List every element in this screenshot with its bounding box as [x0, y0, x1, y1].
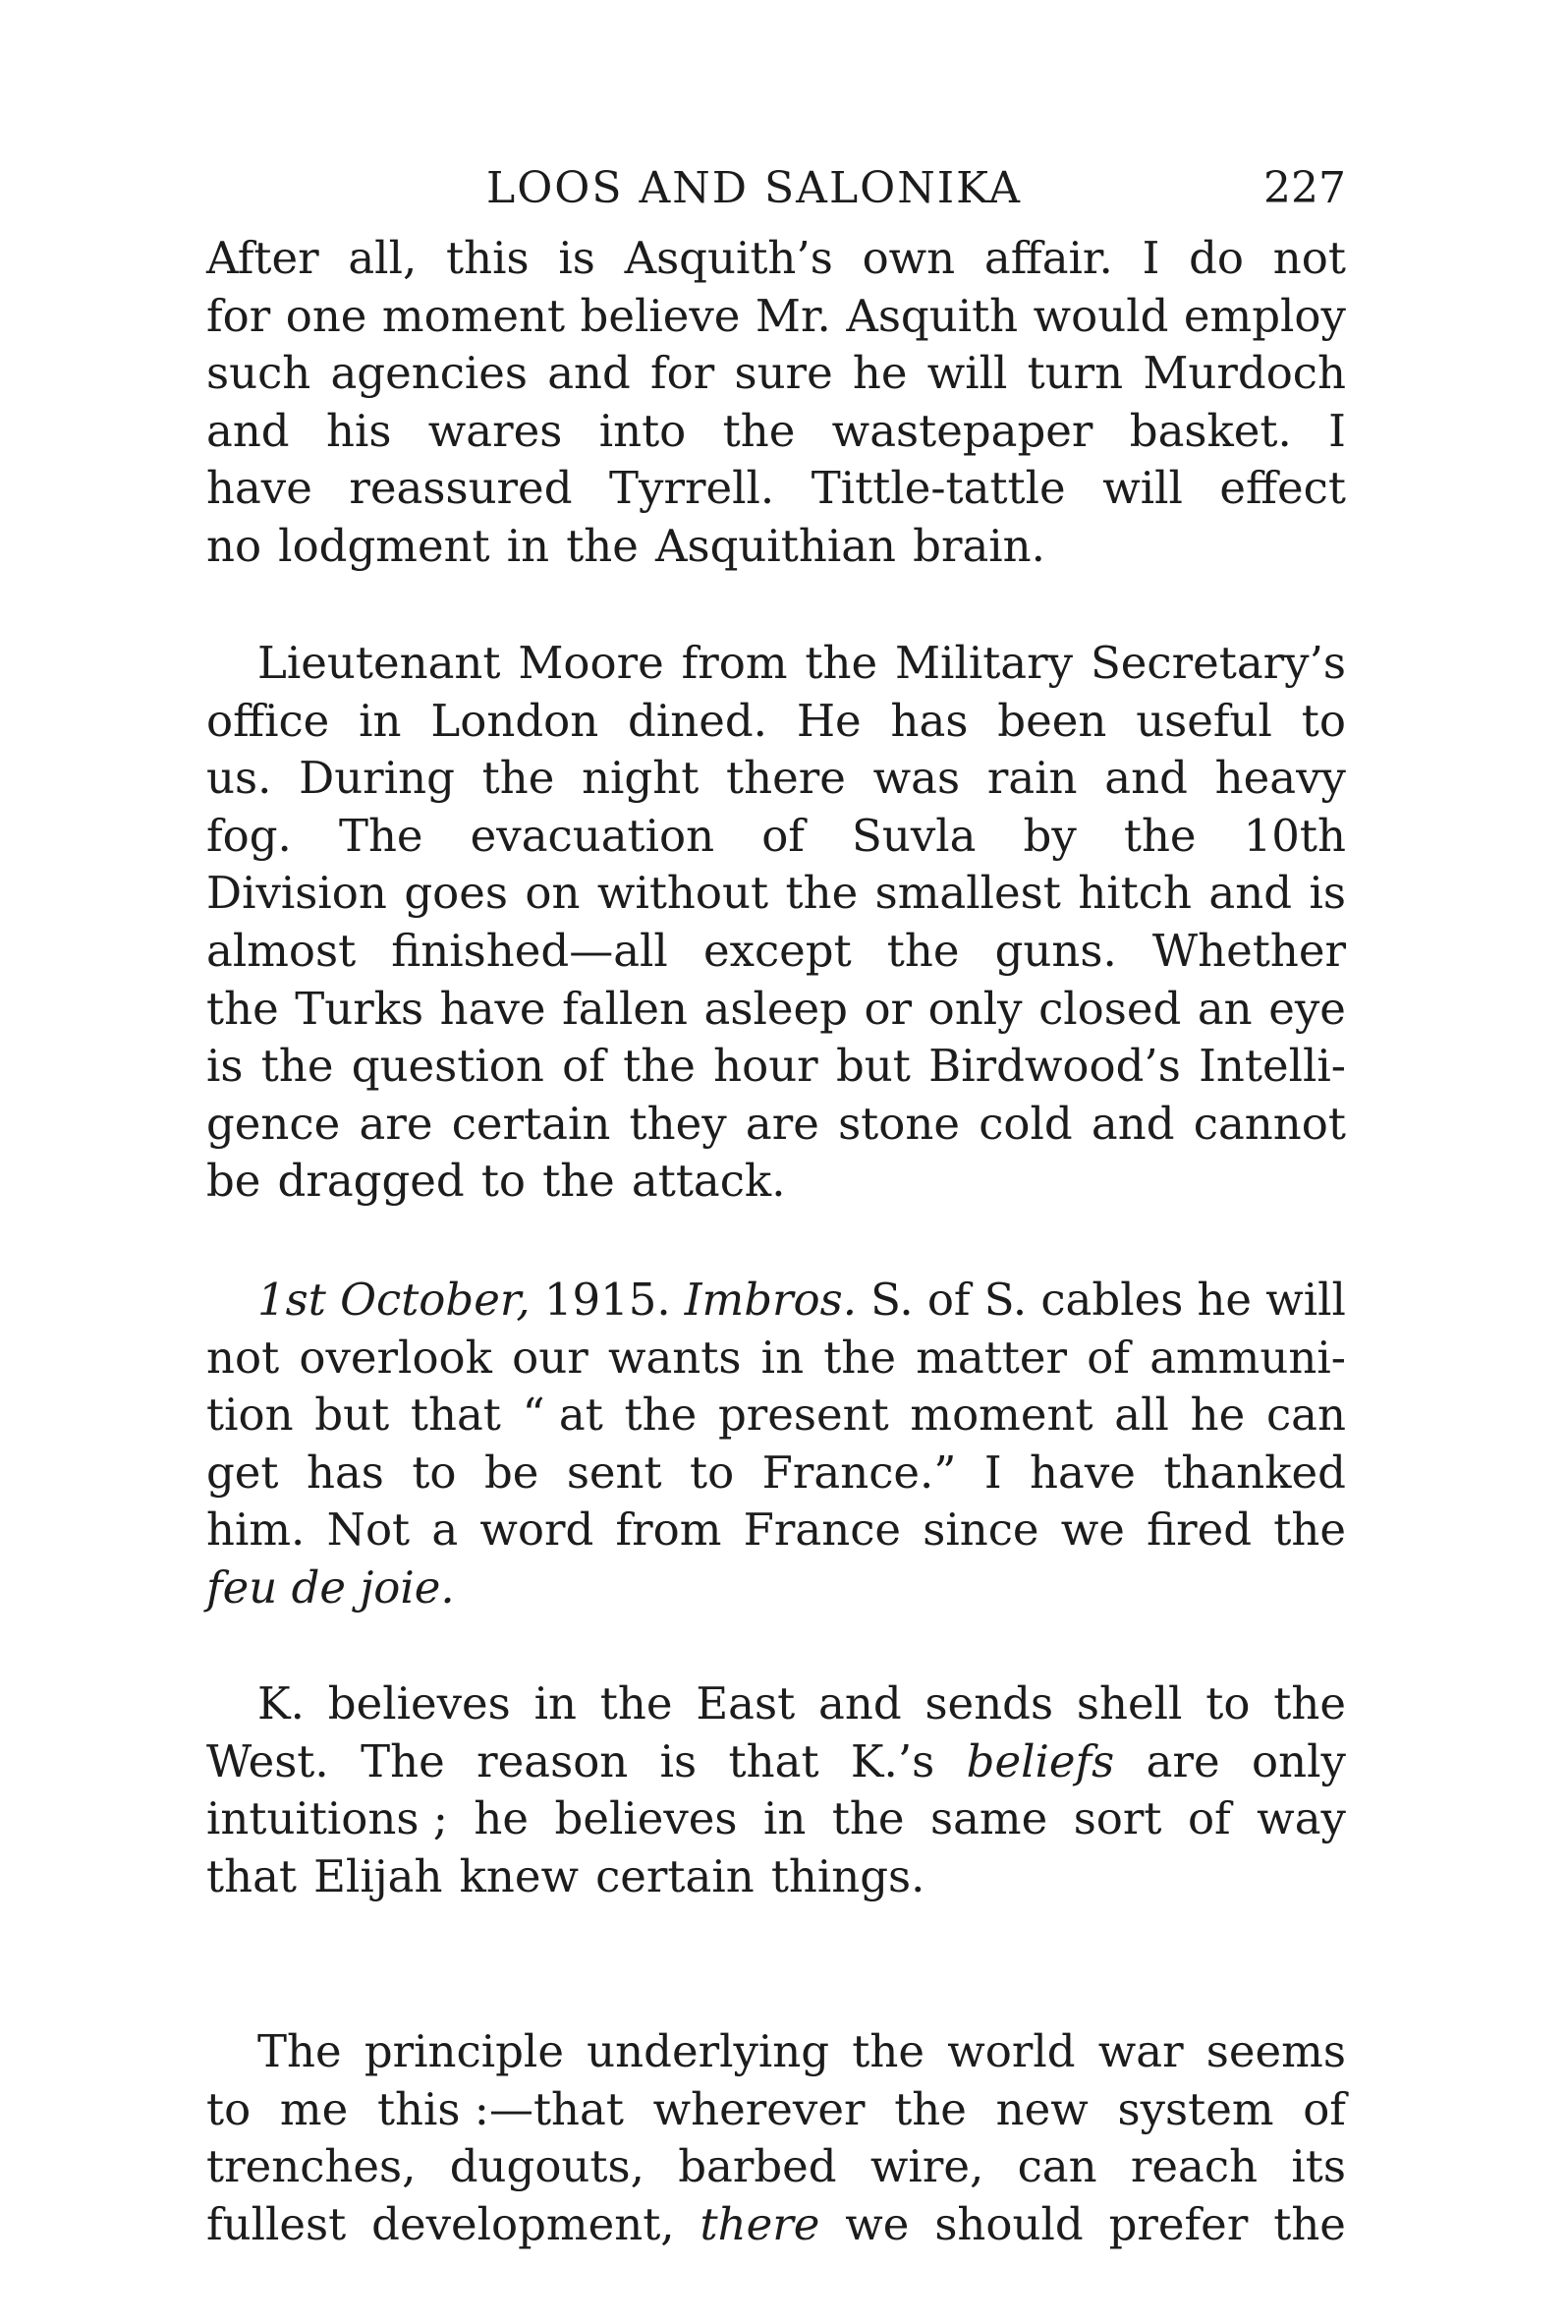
- paragraph-asquith-affair: [206, 230, 1346, 576]
- text-line: tion but that “ at the present moment all he can: [206, 1389, 1346, 1442]
- text-line: office in London dined. He has been useful to: [206, 694, 1346, 747]
- text-line: have reassured Tyrrell. Tittle-tattle will effect: [206, 462, 1346, 515]
- text-line: almost finished—all except the guns. Whether: [206, 924, 1346, 977]
- text-line: fullest development, there we should prefer the: [206, 2197, 1346, 2250]
- text-line: fog. The evacuation of Suvla by the 10th: [206, 809, 1346, 862]
- paragraph-principle-world-war: [206, 2023, 1346, 2253]
- text-line: Lieutenant Moore from the Military Secretary’s: [257, 637, 1346, 689]
- text-line: 1st October, 1915. Imbros. S. of S. cables he will: [257, 1274, 1346, 1326]
- text-line: K. believes in the East and sends shell to the: [257, 1677, 1346, 1729]
- text-line: such agencies and for sure he will turn Murdoch: [206, 347, 1346, 400]
- text-line: for one moment believe Mr. Asquith would employ: [206, 289, 1346, 342]
- page-number: 227: [1263, 163, 1346, 213]
- text-line: gence are certain they are stone cold and cannot: [206, 1097, 1346, 1150]
- text-line: feu de joie.: [206, 1560, 455, 1614]
- text-line: After all, this is Asquith’s own affair. I do not: [206, 232, 1346, 284]
- paragraph-1st-october: [206, 1272, 1346, 1617]
- text-line: get has to be sent to France.” I have thanked: [206, 1445, 1346, 1499]
- text-line: us. During the night there was rain and heavy: [206, 752, 1346, 805]
- text-line: the Turks have fallen asleep or only closed an eye: [206, 982, 1346, 1035]
- text-line: The principle underlying the world war seems: [257, 2025, 1346, 2077]
- running-title: LOOS AND SALONIKA: [486, 163, 1022, 213]
- text-line: and his wares into the wastepaper basket. I: [206, 404, 1346, 457]
- text-line: West. The reason is that K.’s beliefs are only: [206, 1734, 1346, 1787]
- text-line: trenches, dugouts, barbed wire, can reach its: [206, 2140, 1346, 2193]
- text-line: no lodgment in the Asquithian brain.: [206, 519, 1045, 572]
- text-line: that Elijah knew certain things.: [206, 1849, 925, 1902]
- text-line: intuitions ; he believes in the same sort of way: [206, 1792, 1346, 1845]
- paragraph-lieutenant-moore: [206, 635, 1346, 1211]
- text-line: to me this :—that wherever the new system of: [206, 2082, 1346, 2135]
- text-line: not overlook our wants in the matter of ammuni-: [206, 1331, 1346, 1384]
- running-head: [206, 159, 1346, 218]
- text-line: be dragged to the attack.: [206, 1155, 786, 1208]
- text-line: him. Not a word from France since we fired the: [206, 1503, 1346, 1557]
- text-line: Division goes on without the smallest hitch and is: [206, 867, 1346, 920]
- paragraph-k-believes: [206, 1675, 1346, 1905]
- text-line: is the question of the hour but Birdwood’s Intelli-: [206, 1040, 1346, 1093]
